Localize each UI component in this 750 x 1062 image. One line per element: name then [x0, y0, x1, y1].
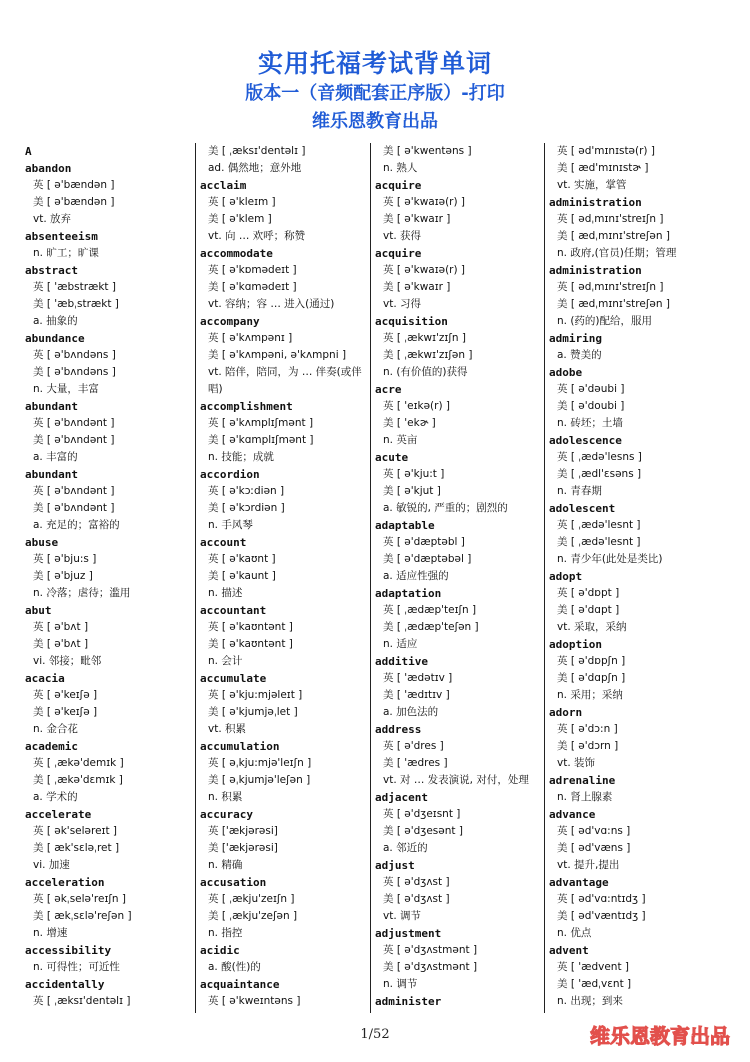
word-definition: n. 英亩: [383, 434, 418, 446]
word-definition: n. 可得性；可近性: [33, 961, 120, 973]
word-headword: acidic: [200, 944, 240, 957]
word-headword: acclaim: [200, 179, 247, 192]
word-phonetic: 英 [ ə'kwaɪə(r) ]: [383, 196, 466, 208]
word-phonetic: 美 [ ædˌmɪnɪ'streʃən ]: [557, 230, 670, 242]
word-definition: a. 赞美的: [557, 349, 602, 361]
word-phonetic: 英 [ ə'kaʊntənt ]: [208, 621, 293, 633]
word-phonetic: 英 [ ˌædə'lesnt ]: [557, 519, 641, 531]
word-phonetic: 英 [ ə'keɪʃə ]: [33, 689, 98, 701]
word-headword: advantage: [549, 876, 609, 889]
word-phonetic: 美 [ ˌædə'lesnt ]: [557, 536, 641, 548]
word-phonetic: 美 [ ə'dʒʌst ]: [383, 893, 450, 905]
word-phonetic: 英 [ ə'dres ]: [383, 740, 444, 752]
word-headword: abut: [25, 604, 52, 617]
word-headword: acquire: [375, 179, 422, 192]
word-headword: adaptable: [375, 519, 435, 532]
word-phonetic: 美 [ ækˌsɛlə'reʃən ]: [33, 910, 132, 922]
word-phonetic: 英 [ ə'dɒpt ]: [557, 587, 620, 599]
word-phonetic: 美 [ ə'doubi ]: [557, 400, 625, 412]
word-phonetic: 美 [ 'ædres ]: [383, 757, 448, 769]
word-phonetic: 美 [ ə'kwentəns ]: [383, 145, 472, 157]
word-headword: abundance: [25, 332, 85, 345]
word-phonetic: 英 [ ə'bʌndəns ]: [33, 349, 116, 361]
word-headword: acceleration: [25, 876, 105, 889]
word-headword: accessibility: [25, 944, 112, 957]
word-definition: n. 大量，丰富: [33, 383, 99, 395]
word-phonetic: 美 ['ækjərəsi]: [208, 842, 278, 854]
word-headword: abundant: [25, 468, 78, 481]
word-definition: n. 采用；采纳: [557, 689, 623, 701]
word-definition: n. 肾上腺素: [557, 791, 613, 803]
document-subtitle: 版本一（音频配套正序版）-打印: [245, 83, 505, 104]
word-phonetic: 英 [ ə'bʌndənt ]: [33, 417, 115, 429]
word-definition: n. 旷工；旷课: [33, 247, 99, 259]
word-definition: vt. 习得: [383, 298, 422, 310]
word-headword: address: [375, 723, 422, 736]
word-phonetic: 英 [ ədˌmɪnɪ'streɪʃn ]: [557, 213, 664, 225]
word-definition: a. 丰富的: [33, 451, 78, 463]
word-phonetic: 美 [ əd'væns ]: [557, 842, 631, 854]
word-headword: abuse: [25, 536, 59, 549]
word-phonetic: 美 [ ə'bʌndənt ]: [33, 502, 115, 514]
page-number: 1/52: [360, 1027, 390, 1042]
word-phonetic: 美 [ æk'sɛləˌret ]: [33, 842, 120, 854]
word-definition: vi. 邻接；毗邻: [33, 655, 102, 667]
word-definition: n. 青少年(此处是类比): [557, 553, 663, 565]
word-phonetic: 美 [ æd'mɪnɪstɚ ]: [557, 162, 649, 174]
word-headword: administration: [549, 196, 642, 209]
word-phonetic: 美 [ ə'bændən ]: [33, 196, 115, 208]
word-definition: vt. 实施，掌管: [557, 179, 627, 191]
word-phonetic: 美 [ 'ædˌvɛnt ]: [557, 978, 632, 990]
word-definition: a. 邻近的: [383, 842, 428, 854]
word-phonetic: 美 [ ˌækə'dɛmɪk ]: [33, 774, 123, 786]
word-definition: n. 积累: [208, 791, 243, 803]
word-phonetic: 美 [ 'ædɪtɪv ]: [383, 689, 450, 701]
word-phonetic: 美 [ ə'dɔrn ]: [557, 740, 619, 752]
word-definition: n. 金合花: [33, 723, 78, 735]
word-phonetic: 英 [ ə'kju:t ]: [383, 468, 445, 480]
word-definition: vt. 放弃: [33, 213, 72, 225]
word-phonetic: 美 [ 'æbˌstrækt ]: [33, 298, 119, 310]
word-definition: vt. 向 … 欢呼；称赞: [208, 230, 306, 242]
word-headword: acre: [375, 383, 402, 396]
word-phonetic: 英 [ ə'kʌmplɪʃmənt ]: [208, 417, 314, 429]
word-definition: n. (药的)配给，服用: [557, 315, 653, 327]
word-headword: account: [200, 536, 247, 549]
word-definition: n. 熟人: [383, 162, 418, 174]
word-definition: n. 砖坯；土墙: [557, 417, 623, 429]
word-phonetic: 美 [ ˌækju'zeʃən ]: [208, 910, 298, 922]
word-definition: n. 技能；成就: [208, 451, 274, 463]
word-headword: abundant: [25, 400, 78, 413]
word-phonetic: 英 [ ˌædæp'teɪʃn ]: [383, 604, 477, 616]
word-phonetic: 美 [ ə'kɔrdiən ]: [208, 502, 285, 514]
word-phonetic: 英 [ 'eɪkə(r) ]: [383, 400, 451, 412]
word-phonetic: 美 [ ə'kwaɪr ]: [383, 213, 451, 225]
word-definition: vt. 容纳；容 … 进入(通过): [208, 298, 335, 310]
word-headword: adjust: [375, 859, 415, 872]
word-phonetic: 美 [ ə'klem ]: [208, 213, 272, 225]
word-definition: n. 描述: [208, 587, 243, 599]
word-definition: a. 学术的: [33, 791, 78, 803]
word-headword: accidentally: [25, 978, 105, 991]
word-phonetic: 英 [ əˌkju:mjə'leɪʃn ]: [208, 757, 312, 769]
word-headword: additive: [375, 655, 428, 668]
word-phonetic: 英 [ ədˌmɪnɪ'streɪʃn ]: [557, 281, 664, 293]
word-phonetic: 美 [ ə'bjuz ]: [33, 570, 93, 582]
word-phonetic: 英 [ ək'seləreɪt ]: [33, 825, 118, 837]
document-title: 实用托福考试背单词: [257, 49, 492, 78]
word-headword: abandon: [25, 162, 72, 175]
word-definition: vt. 陪伴，陪同，为 … 伴奏(或伴唱): [208, 366, 362, 395]
word-phonetic: 英 [ əd'vɑ:ns ]: [557, 825, 631, 837]
word-headword: academic: [25, 740, 78, 753]
word-headword: accumulate: [200, 672, 267, 685]
word-headword: adobe: [549, 366, 583, 379]
word-headword: adjacent: [375, 791, 428, 804]
word-definition: n. 调节: [383, 978, 418, 990]
word-definition: vt. 调节: [383, 910, 422, 922]
word-phonetic: 美 [ ə'dʒesənt ]: [383, 825, 463, 837]
vocab-column-2: [200, 143, 365, 1013]
word-phonetic: 美 [ ə'kaʊntənt ]: [208, 638, 293, 650]
word-definition: n. 精确: [208, 859, 243, 871]
word-headword: abstract: [25, 264, 78, 277]
word-definition: vt. 采取，采纳: [557, 621, 627, 633]
word-definition: vt. 获得: [383, 230, 422, 242]
word-definition: a. 酸(性)的: [208, 961, 261, 973]
word-phonetic: 美 [ ə'bʌndənt ]: [33, 434, 115, 446]
word-phonetic: 英 [ ə'kɒmədeɪt ]: [208, 264, 297, 276]
vocab-column-3: [375, 143, 540, 1013]
word-headword: adjustment: [375, 927, 442, 940]
word-headword: adorn: [549, 706, 583, 719]
word-definition: n. 冷落；虐待；滥用: [33, 587, 131, 599]
word-definition: n. 指控: [208, 927, 243, 939]
word-phonetic: 美 [ 'ekɚ ]: [383, 417, 436, 429]
word-phonetic: 美 [ ˌækwɪ'zɪʃən ]: [383, 349, 473, 361]
word-phonetic: 英 [ ə'kju:mjəleɪt ]: [208, 689, 303, 701]
word-phonetic: 英 [ əd'vɑ:ntɪdʒ ]: [557, 893, 646, 905]
word-definition: vt. 提升,提出: [557, 859, 620, 871]
word-headword: advent: [549, 944, 589, 957]
word-phonetic: 英 [ əd'mɪnɪstə(r) ]: [557, 145, 655, 157]
word-headword: accumulation: [200, 740, 280, 753]
word-phonetic: 美 [ ə'kɑmədeɪt ]: [208, 281, 297, 293]
word-phonetic: 英 [ 'ædvent ]: [557, 961, 630, 973]
word-phonetic: 美 [ ə'kʌmpəni, ə'kʌmpni ]: [208, 349, 347, 361]
word-headword: accusation: [200, 876, 267, 889]
word-headword: accountant: [200, 604, 267, 617]
word-headword: adopt: [549, 570, 583, 583]
word-definition: vt. 积累: [208, 723, 247, 735]
word-phonetic: 英 [ ə'dʒʌst ]: [383, 876, 450, 888]
column-divider: [195, 143, 196, 1013]
vocab-column-4: [549, 143, 729, 1013]
word-headword: acacia: [25, 672, 65, 685]
word-phonetic: 英 [ ˌækwɪ'zɪʃn ]: [383, 332, 466, 344]
word-definition: a. 敏锐的, 严重的；剧烈的: [383, 502, 508, 514]
word-phonetic: 英 [ ə'kleɪm ]: [208, 196, 276, 208]
word-phonetic: 英 [ əkˌselə'reɪʃn ]: [33, 893, 126, 905]
word-phonetic: 英 [ ə'bʌndənt ]: [33, 485, 115, 497]
word-definition: n. 增速: [33, 927, 68, 939]
word-phonetic: 英 [ ə'dæptəbl ]: [383, 536, 465, 548]
word-definition: n. 适应: [383, 638, 418, 650]
word-phonetic: 美 [ ˌæksɪ'dentəlɪ ]: [208, 145, 306, 157]
word-headword: administration: [549, 264, 642, 277]
word-definition: a. 充足的；富裕的: [33, 519, 120, 531]
word-headword: absenteeism: [25, 230, 98, 243]
word-phonetic: 美 [ əˌkjumjə'leʃən ]: [208, 774, 311, 786]
word-phonetic: 英 [ ə'dɔ:n ]: [557, 723, 618, 735]
word-phonetic: 美 [ ə'kaunt ]: [208, 570, 276, 582]
word-phonetic: 英 [ ˌækə'demɪk ]: [33, 757, 124, 769]
word-phonetic: 英 [ ə'kwaɪə(r) ]: [383, 264, 466, 276]
word-phonetic: 美 [ ə'bʌndəns ]: [33, 366, 116, 378]
word-phonetic: 美 [ ə'dʒʌstmənt ]: [383, 961, 478, 973]
word-headword: adolescent: [549, 502, 616, 515]
word-definition: n. 优点: [557, 927, 592, 939]
word-headword: advance: [549, 808, 596, 821]
word-phonetic: 美 [ ə'dæptəbəl ]: [383, 553, 472, 565]
word-headword: A: [25, 145, 32, 158]
word-phonetic: 英 [ ə'dʒʌstmənt ]: [383, 944, 478, 956]
word-definition: n. 会计: [208, 655, 243, 667]
word-phonetic: 英 [ ə'bju:s ]: [33, 553, 97, 565]
word-headword: adolescence: [549, 434, 622, 447]
word-headword: acquire: [375, 247, 422, 260]
word-headword: accomplishment: [200, 400, 293, 413]
word-phonetic: 英 [ ə'kɔːdiən ]: [208, 485, 285, 497]
word-definition: n. 出现；到来: [557, 995, 623, 1007]
word-phonetic: 英 ['ækjərəsi]: [208, 825, 278, 837]
word-phonetic: 英 [ 'æbstrækt ]: [33, 281, 116, 293]
word-definition: a. 抽象的: [33, 315, 78, 327]
word-phonetic: 美 [ ə'dɑpʃn ]: [557, 672, 626, 684]
word-definition: vi. 加速: [33, 859, 70, 871]
word-phonetic: 英 [ ə'kaʊnt ]: [208, 553, 276, 565]
word-headword: acute: [375, 451, 409, 464]
word-definition: vt. 对 … 发表演说, 对付，处理: [383, 774, 529, 786]
column-divider: [370, 143, 371, 1013]
word-headword: accuracy: [200, 808, 253, 821]
word-phonetic: 英 [ ə'kweɪntəns ]: [208, 995, 301, 1007]
word-phonetic: 英 [ ə'kʌmpənɪ ]: [208, 332, 293, 344]
word-headword: adrenaline: [549, 774, 616, 787]
word-phonetic: 英 [ ə'dʒeɪsnt ]: [383, 808, 461, 820]
word-headword: accordion: [200, 468, 260, 481]
word-phonetic: 英 [ ˌæksɪ'dentəlɪ ]: [33, 995, 131, 1007]
publisher-line: 维乐恩教育出品: [312, 111, 438, 132]
word-phonetic: 美 [ ə'kwaɪr ]: [383, 281, 451, 293]
word-phonetic: 美 [ ə'bʌt ]: [33, 638, 89, 650]
word-headword: accommodate: [200, 247, 273, 260]
word-phonetic: 英 [ ə'bʌt ]: [33, 621, 89, 633]
word-definition: vt. 装饰: [557, 757, 596, 769]
word-phonetic: 美 [ ædˌmɪnɪ'streʃən ]: [557, 298, 670, 310]
word-headword: acquisition: [375, 315, 448, 328]
word-headword: adoption: [549, 638, 602, 651]
word-phonetic: 美 [ ə'keɪʃə ]: [33, 706, 98, 718]
word-phonetic: 美 [ ˌædl'ɛsəns ]: [557, 468, 642, 480]
word-definition: a. 适应性强的: [383, 570, 449, 582]
vocab-column-1: [25, 143, 187, 1013]
word-headword: accompany: [200, 315, 260, 328]
word-definition: n. 手风琴: [208, 519, 253, 531]
word-phonetic: 美 [ ə'kjut ]: [383, 485, 441, 497]
word-phonetic: 英 [ ə'dəubi ]: [557, 383, 625, 395]
word-phonetic: 英 [ ˌædə'lesns ]: [557, 451, 642, 463]
word-headword: admiring: [549, 332, 602, 345]
watermark: 维乐恩教育出品: [590, 1024, 730, 1048]
word-phonetic: 英 [ ə'dɒpʃn ]: [557, 655, 626, 667]
word-definition: n. 青春期: [557, 485, 602, 497]
word-headword: acquaintance: [200, 978, 280, 991]
word-headword: accelerate: [25, 808, 92, 821]
word-phonetic: 英 [ ə'bændən ]: [33, 179, 115, 191]
word-phonetic: 美 [ əd'væntɪdʒ ]: [557, 910, 646, 922]
word-definition: n. (有价值的)获得: [383, 366, 468, 378]
word-definition: n. 政府,(官员)任期；管理: [557, 247, 677, 259]
word-phonetic: 美 [ ə'dɑpt ]: [557, 604, 620, 616]
word-definition: a. 加色法的: [383, 706, 439, 718]
word-phonetic: 美 [ ə'kɑmplɪʃmənt ]: [208, 434, 314, 446]
word-phonetic: 英 [ 'ædətɪv ]: [383, 672, 453, 684]
column-divider: [544, 143, 545, 1013]
word-phonetic: 美 [ ə'kjumjəˌlet ]: [208, 706, 298, 718]
word-headword: administer: [375, 995, 442, 1008]
word-definition: ad. 偶然地；意外地: [208, 162, 302, 174]
word-phonetic: 美 [ ˌædæp'teʃən ]: [383, 621, 479, 633]
word-phonetic: 英 [ ˌækju'zeɪʃn ]: [208, 893, 295, 905]
word-headword: adaptation: [375, 587, 442, 600]
